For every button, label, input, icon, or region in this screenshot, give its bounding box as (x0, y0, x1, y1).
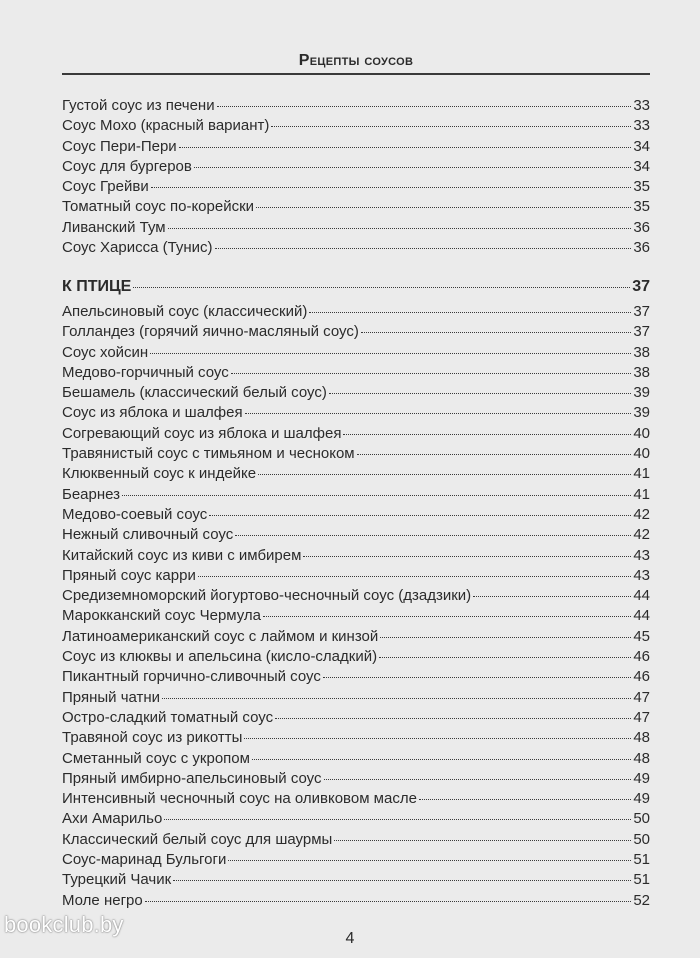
entry-page-number: 35 (633, 178, 650, 196)
dot-leader (357, 454, 632, 455)
entry-page-number: 48 (633, 749, 650, 767)
dot-leader (150, 353, 631, 354)
entry-page-number: 43 (633, 546, 650, 564)
entry-title: Остро-сладкий томатный соус (62, 708, 274, 726)
entry-page-number: 50 (633, 830, 650, 848)
toc-entry (62, 197, 650, 217)
entry-title: Соус из клюквы и апельсина (кисло-сладкий) (62, 648, 378, 666)
toc-entry (62, 363, 650, 383)
dot-leader (379, 657, 631, 658)
entry-title: Средиземноморский йогуртово-чесночный соус (дзадзики) (62, 587, 472, 605)
entry-title: Густой соус из печени (62, 97, 215, 114)
toc-entry (62, 769, 650, 789)
toc-entry (62, 157, 650, 177)
toc-entry (62, 403, 650, 423)
entry-title: Пикантный горчично-сливочный соус (62, 668, 321, 686)
dot-leader (380, 637, 631, 638)
toc-entry (62, 116, 650, 136)
dot-leader (145, 901, 632, 902)
entry-page-number: 46 (633, 668, 650, 686)
dot-leader (256, 207, 631, 208)
toc-entry (62, 96, 650, 116)
entry-page-number: 45 (633, 627, 650, 645)
dot-leader (194, 167, 631, 168)
dot-leader (309, 312, 631, 313)
toc-entry (62, 708, 650, 728)
entry-title: Голландез (горячий яично-масляный соус) (62, 323, 359, 341)
toc-entry (62, 444, 650, 464)
toc-entry (62, 546, 650, 566)
entry-page-number: 33 (633, 117, 650, 135)
entry-page-number: 38 (633, 363, 650, 381)
dot-leader (252, 759, 631, 760)
toc-entry (62, 728, 650, 748)
toc-entry (62, 606, 650, 626)
dot-leader (419, 799, 631, 800)
entry-page-number: 33 (633, 97, 650, 114)
toc-entry (62, 586, 650, 606)
dot-leader (162, 698, 631, 699)
dot-leader (323, 677, 631, 678)
entry-title: Бешамель (классический белый соус) (62, 384, 327, 402)
entry-page-number: 38 (633, 343, 650, 361)
entry-title: Травянистый соус с тимьяном и чесноком (62, 445, 355, 463)
toc-entry (62, 238, 650, 258)
section-label: К ПТИЦЕ (62, 278, 132, 295)
entry-page-number: 40 (633, 424, 650, 442)
toc-entry (62, 137, 650, 157)
entry-title: Моле негро (62, 891, 143, 909)
page-number: 4 (345, 930, 355, 947)
toc-top-list (62, 96, 650, 258)
dot-leader (164, 819, 631, 820)
toc-entry (62, 627, 650, 647)
entry-page-number: 50 (633, 810, 650, 828)
entry-title: Соус хойсин (62, 343, 149, 361)
entry-title: Медово-соевый соус (62, 505, 208, 523)
entry-title: Латиноамериканский соус с лаймом и кинзой (62, 627, 379, 645)
entry-title: Клюквенный соус к индейке (62, 465, 257, 483)
entry-title: Соус Мохо (красный вариант) (62, 117, 270, 135)
entry-page-number: 36 (633, 218, 650, 236)
dot-leader (235, 535, 631, 536)
toc-entry (62, 343, 650, 363)
entry-page-number: 37 (633, 303, 650, 320)
entry-page-number: 51 (633, 871, 650, 889)
entry-title: Томатный соус по-корейски (62, 198, 255, 216)
entry-title: Марокканский соус Чермула (62, 607, 262, 625)
entry-page-number: 51 (633, 851, 650, 869)
entry-page-number: 34 (633, 137, 650, 155)
dot-leader (343, 434, 631, 435)
dot-leader (168, 228, 632, 229)
entry-page-number: 34 (633, 157, 650, 175)
dot-leader (473, 596, 631, 597)
toc-entry (62, 809, 650, 829)
entry-page-number: 47 (633, 708, 650, 726)
toc-entry (62, 322, 650, 342)
section-row (62, 276, 650, 298)
entry-title: Классический белый соус для шаурмы (62, 830, 333, 848)
entry-title: Турецкий Чачик (62, 871, 172, 889)
toc-entry (62, 749, 650, 769)
entry-title: Согревающий соус из яблока и шалфея (62, 424, 342, 442)
entry-page-number: 44 (633, 607, 650, 625)
dot-leader (173, 880, 631, 881)
dot-leader (231, 373, 632, 374)
entry-page-number: 46 (633, 648, 650, 666)
entry-page-number: 41 (633, 465, 650, 483)
dot-leader (133, 287, 630, 288)
toc-entry (62, 485, 650, 505)
entry-title: Медово-горчичный соус (62, 363, 229, 381)
dot-leader (303, 556, 631, 557)
entry-title: Апельсиновый соус (классический) (62, 303, 308, 320)
entry-page-number: 42 (633, 505, 650, 523)
dot-leader (198, 576, 631, 577)
toc-entry (62, 870, 650, 890)
entry-page-number: 49 (633, 769, 650, 787)
dot-leader (217, 106, 632, 107)
dot-leader (271, 126, 631, 127)
toc-entry (62, 850, 650, 870)
entry-title: Сметанный соус с укропом (62, 749, 250, 767)
entry-title: Соус Пери-Пери (62, 137, 177, 155)
dot-leader (334, 840, 631, 841)
toc-entry (62, 424, 650, 444)
entry-title: Соус Харисса (Тунис) (62, 239, 213, 257)
toc-section-list (62, 302, 650, 911)
entry-title: Ахи Амарильо (62, 810, 163, 828)
entry-page-number: 47 (633, 688, 650, 706)
entry-title: Пряный соус карри (62, 566, 196, 584)
entry-page-number: 36 (633, 239, 650, 257)
entry-page-number: 35 (633, 198, 650, 216)
entry-title: Ливанский Тум (62, 218, 166, 236)
dot-leader (215, 248, 632, 249)
toc-entry (62, 830, 650, 850)
running-head-title: Рецепты соусов (298, 52, 414, 69)
entry-title: Соус из яблока и шалфея (62, 404, 243, 422)
header-rule (62, 73, 650, 75)
toc-entry (62, 383, 650, 403)
toc-entry (62, 566, 650, 586)
section-page-number: 37 (632, 278, 650, 295)
entry-title: Беарнез (62, 485, 121, 503)
dot-leader (179, 147, 632, 148)
dot-leader (209, 515, 631, 516)
toc-entry (62, 647, 650, 667)
entry-title: Нежный сливочный соус (62, 526, 234, 544)
toc-section-heading (62, 276, 650, 298)
dot-leader (151, 187, 632, 188)
dot-leader (245, 413, 632, 414)
dot-leader (275, 718, 631, 719)
toc-entry (62, 177, 650, 197)
toc-entry (62, 505, 650, 525)
toc-entry (62, 789, 650, 809)
toc-entry (62, 667, 650, 687)
entry-title: Интенсивный чесночный соус на оливковом масле (62, 790, 417, 808)
dot-leader (228, 860, 631, 861)
entry-title: Соус для бургеров (62, 157, 192, 175)
entry-page-number: 41 (633, 485, 650, 503)
entry-page-number: 39 (633, 404, 650, 422)
dot-leader (244, 738, 631, 739)
toc-entry (62, 891, 650, 911)
entry-title: Китайский соус из киви с имбирем (62, 546, 302, 564)
entry-page-number: 42 (633, 526, 650, 544)
dot-leader (329, 393, 631, 394)
dot-leader (263, 616, 631, 617)
entry-title: Соус Грейви (62, 178, 149, 196)
toc-entry (62, 525, 650, 545)
entry-page-number: 52 (633, 891, 650, 909)
entry-title: Пряный имбирно-апельсиновый соус (62, 769, 322, 787)
dot-leader (122, 495, 631, 496)
toc-entry (62, 688, 650, 708)
entry-page-number: 37 (633, 323, 650, 341)
toc-entry (62, 218, 650, 238)
entry-page-number: 39 (633, 384, 650, 402)
dot-leader (324, 779, 632, 780)
entry-page-number: 48 (633, 729, 650, 747)
entry-title: Пряный чатни (62, 688, 161, 706)
entry-page-number: 40 (633, 445, 650, 463)
entry-page-number: 43 (633, 566, 650, 584)
entry-title: Травяной соус из рикотты (62, 729, 243, 747)
watermark: bookclub.by (4, 912, 124, 937)
toc-entry (62, 464, 650, 484)
dot-leader (361, 332, 631, 333)
toc-entry (62, 302, 650, 322)
entry-title: Соус-маринад Бульгоги (62, 851, 227, 869)
entry-page-number: 44 (633, 587, 650, 605)
dot-leader (258, 474, 631, 475)
entry-page-number: 49 (633, 790, 650, 808)
